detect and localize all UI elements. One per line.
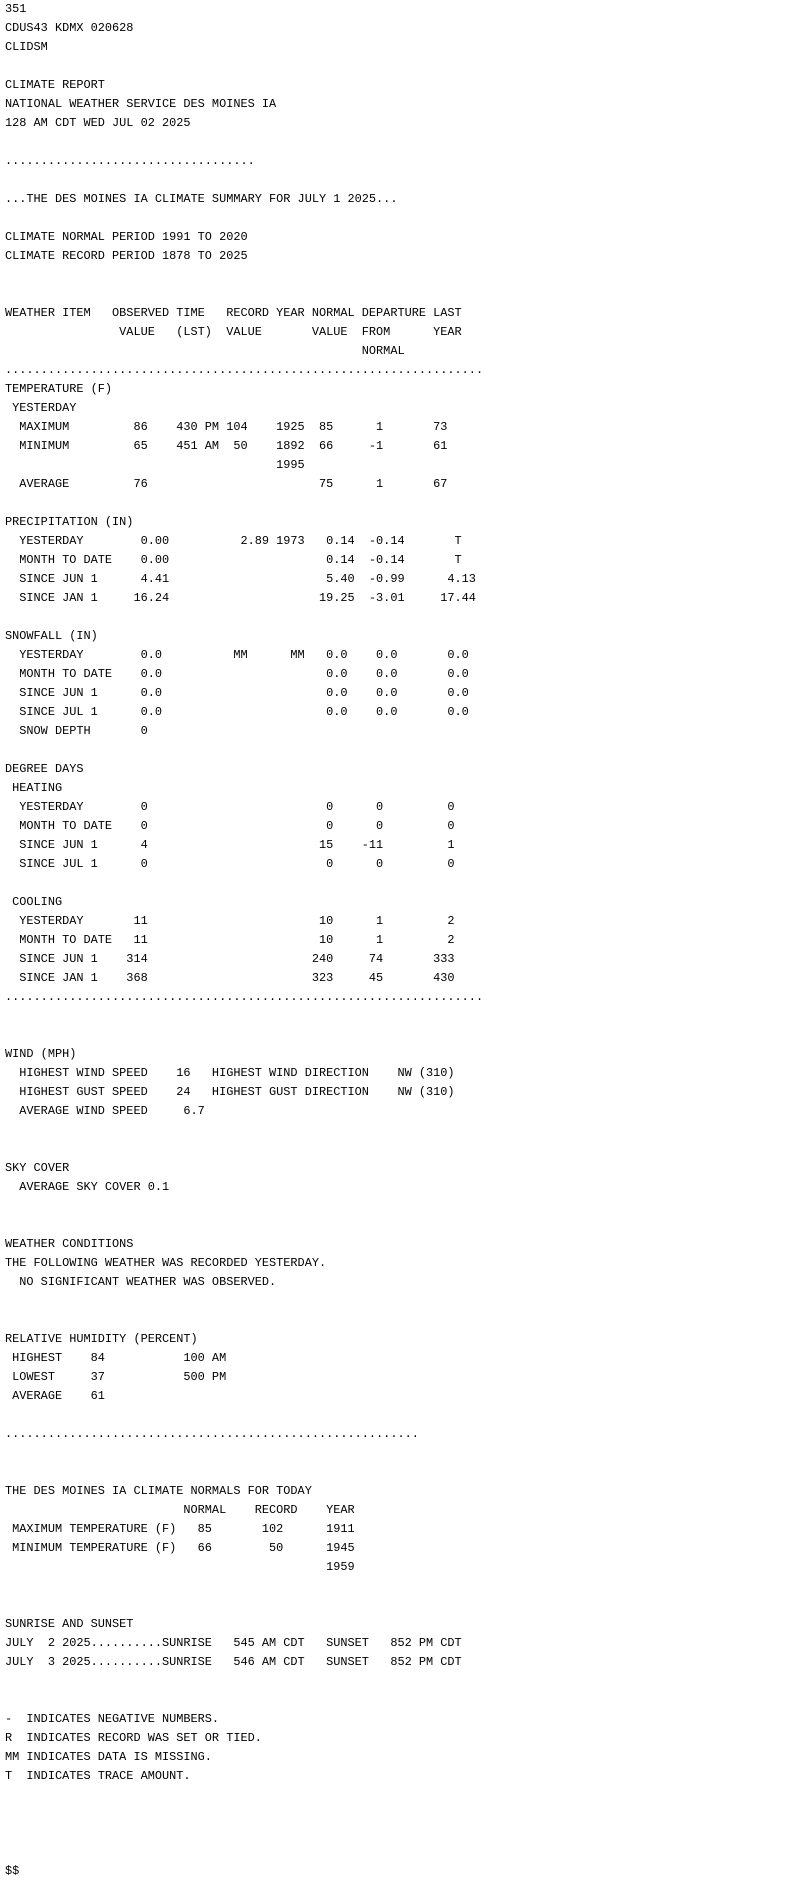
report-line: NO SIGNIFICANT WEATHER WAS OBSERVED. <box>5 1275 277 1289</box>
report-line: SINCE JAN 1 16.24 19.25 -3.01 17.44 <box>5 591 476 605</box>
report-line: AVERAGE WIND SPEED 6.7 <box>5 1104 205 1118</box>
report-line: ................................................................... <box>5 990 484 1004</box>
report-line: SNOW DEPTH 0 <box>5 724 148 738</box>
report-line: WIND (MPH) <box>5 1047 77 1061</box>
report-line: CLIMATE REPORT <box>5 78 105 92</box>
report-line <box>5 57 810 76</box>
report-line: YESTERDAY <box>5 401 77 415</box>
report-line <box>5 1007 810 1026</box>
report-line: 128 AM CDT WED JUL 02 2025 <box>5 116 191 130</box>
report-line <box>5 285 810 304</box>
report-line: ...THE DES MOINES IA CLIMATE SUMMARY FOR JULY 1 2025... <box>5 192 398 206</box>
report-line: NORMAL RECORD YEAR <box>5 1503 355 1517</box>
report-line: HEATING <box>5 781 63 795</box>
report-line <box>5 1406 810 1425</box>
report-line: 1995 <box>5 458 305 472</box>
report-line: HIGHEST WIND SPEED 16 HIGHEST WIND DIRECTION NW (310) <box>5 1066 455 1080</box>
report-line: YESTERDAY 0.0 MM MM 0.0 0.0 0.0 <box>5 648 469 662</box>
report-line <box>5 1140 810 1159</box>
report-line: CLIDSM <box>5 40 48 54</box>
report-line <box>5 1216 810 1235</box>
report-line: SKY COVER <box>5 1161 70 1175</box>
report-line: SINCE JUL 1 0.0 0.0 0.0 0.0 <box>5 705 469 719</box>
report-line: COOLING <box>5 895 63 909</box>
report-line: NATIONAL WEATHER SERVICE DES MOINES IA <box>5 97 277 111</box>
report-line: YESTERDAY 11 10 1 2 <box>5 914 455 928</box>
report-line: VALUE (LST) VALUE VALUE FROM YEAR <box>5 325 462 339</box>
report-line: THE DES MOINES IA CLIMATE NORMALS FOR TODAY <box>5 1484 312 1498</box>
report-line <box>5 1786 810 1805</box>
report-line: MINIMUM 65 451 AM 50 1892 66 -1 61 <box>5 439 448 453</box>
report-line: .......................................................... <box>5 1427 419 1441</box>
report-line <box>5 1311 810 1330</box>
report-line: HIGHEST 84 100 AM <box>5 1351 227 1365</box>
report-line <box>5 266 810 285</box>
report-line <box>5 133 810 152</box>
report-line: 1959 <box>5 1560 355 1574</box>
report-line <box>5 741 810 760</box>
report-line: SINCE JUL 1 0 0 0 0 <box>5 857 455 871</box>
report-line <box>5 1292 810 1311</box>
report-line <box>5 608 810 627</box>
report-line: WEATHER CONDITIONS <box>5 1237 134 1251</box>
report-line: ................................................................... <box>5 363 484 377</box>
report-line: R INDICATES RECORD WAS SET OR TIED. <box>5 1731 262 1745</box>
report-line: - INDICATES NEGATIVE NUMBERS. <box>5 1712 220 1726</box>
report-line: SINCE JUN 1 4 15 -11 1 <box>5 838 455 852</box>
report-line: WEATHER ITEM OBSERVED TIME RECORD YEAR NORMAL DEPARTURE LAST <box>5 306 462 320</box>
report-line: ................................... <box>5 154 255 168</box>
report-line: AVERAGE 61 <box>5 1389 105 1403</box>
report-line: AVERAGE SKY COVER 0.1 <box>5 1180 170 1194</box>
report-line: YESTERDAY 0.00 2.89 1973 0.14 -0.14 T <box>5 534 462 548</box>
report-line <box>5 1843 810 1862</box>
report-line <box>5 1805 810 1824</box>
report-line: YESTERDAY 0 0 0 0 <box>5 800 455 814</box>
report-line <box>5 1577 810 1596</box>
report-line: MONTH TO DATE 11 10 1 2 <box>5 933 455 947</box>
report-line: $$ <box>5 1864 20 1878</box>
report-line: DEGREE DAYS <box>5 762 84 776</box>
report-line: SINCE JAN 1 368 323 45 430 <box>5 971 455 985</box>
report-line: SINCE JUN 1 0.0 0.0 0.0 0.0 <box>5 686 469 700</box>
report-line: THE FOLLOWING WEATHER WAS RECORDED YESTERDAY. <box>5 1256 327 1270</box>
report-line: LOWEST 37 500 PM <box>5 1370 227 1384</box>
report-line: MINIMUM TEMPERATURE (F) 66 50 1945 <box>5 1541 355 1555</box>
report-line <box>5 171 810 190</box>
report-line <box>5 1444 810 1463</box>
report-line: SINCE JUN 1 4.41 5.40 -0.99 4.13 <box>5 572 476 586</box>
report-line <box>5 1691 810 1710</box>
report-line <box>5 1596 810 1615</box>
report-line: SINCE JUN 1 314 240 74 333 <box>5 952 455 966</box>
report-line: HIGHEST GUST SPEED 24 HIGHEST GUST DIRECTION NW (310) <box>5 1085 455 1099</box>
report-line <box>5 1672 810 1691</box>
report-line: AVERAGE 76 75 1 67 <box>5 477 448 491</box>
report-line: TEMPERATURE (F) <box>5 382 113 396</box>
report-line <box>5 494 810 513</box>
report-line: MONTH TO DATE 0.00 0.14 -0.14 T <box>5 553 462 567</box>
report-line: NORMAL <box>5 344 405 358</box>
report-line: CLIMATE RECORD PERIOD 1878 TO 2025 <box>5 249 248 263</box>
report-line: T INDICATES TRACE AMOUNT. <box>5 1769 191 1783</box>
report-line: MONTH TO DATE 0.0 0.0 0.0 0.0 <box>5 667 469 681</box>
report-line: MM INDICATES DATA IS MISSING. <box>5 1750 212 1764</box>
report-line <box>5 1121 810 1140</box>
report-line <box>5 1463 810 1482</box>
report-line <box>5 874 810 893</box>
report-line: PRECIPITATION (IN) <box>5 515 134 529</box>
report-line: JULY 2 2025..........SUNRISE 545 AM CDT SUNSET 852 PM CDT <box>5 1636 462 1650</box>
report-line: MONTH TO DATE 0 0 0 0 <box>5 819 455 833</box>
report-line: RELATIVE HUMIDITY (PERCENT) <box>5 1332 198 1346</box>
report-line <box>5 1026 810 1045</box>
report-line <box>5 1824 810 1843</box>
report-line: CDUS43 KDMX 020628 <box>5 21 134 35</box>
report-line: JULY 3 2025..........SUNRISE 546 AM CDT SUNSET 852 PM CDT <box>5 1655 462 1669</box>
report-line: SUNRISE AND SUNSET <box>5 1617 134 1631</box>
report-line: SNOWFALL (IN) <box>5 629 98 643</box>
report-line: CLIMATE NORMAL PERIOD 1991 TO 2020 <box>5 230 248 244</box>
report-line <box>5 209 810 228</box>
report-line: 351 <box>5 2 27 16</box>
report-line: MAXIMUM TEMPERATURE (F) 85 102 1911 <box>5 1522 355 1536</box>
report-line: MAXIMUM 86 430 PM 104 1925 85 1 73 <box>5 420 448 434</box>
report-line <box>5 1197 810 1216</box>
